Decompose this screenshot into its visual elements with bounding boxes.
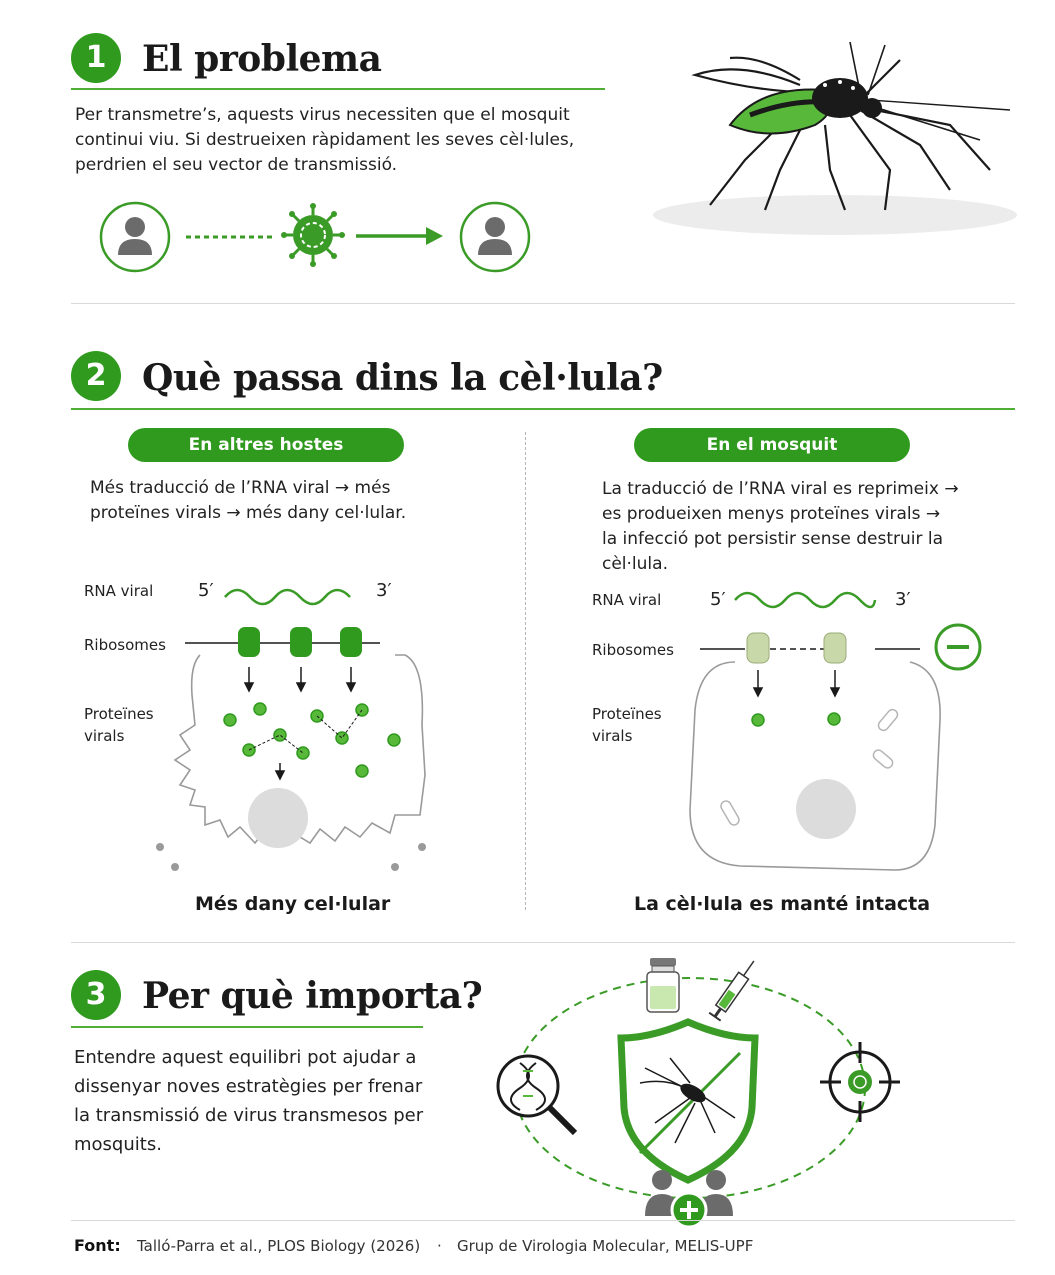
left-five-prime: 5′ [198, 580, 214, 601]
virus-icon [281, 203, 345, 267]
section-1-body: Per transmetre’s, aquests virus necessiten que el mosquit continui viu. Si destrueixen ràpidament les seves cèl·lules, perdrien el seu vector de transmissió. [75, 105, 575, 175]
footer-separator: · [437, 1237, 442, 1255]
right-description: La traducció de l’RNA viral es reprimeix → es produeixen menys proteïnes virals → la infecció pot persistir sense destruir la cèl·lula. [602, 479, 959, 574]
nucleus [248, 788, 308, 848]
pill-in-mosquito: En el mosquit [634, 428, 910, 462]
vial-icon [647, 958, 679, 1012]
right-label-proteins-1: Proteïnes [592, 705, 662, 723]
left-description: Més traducció de l’RNA viral → més proteïnes virals → més dany cel·lular. [90, 478, 407, 523]
shield-mosquito-icon [621, 1022, 755, 1180]
right-label-proteins-2: virals [592, 727, 633, 745]
ribosome [238, 627, 260, 657]
ribosome-muted [824, 633, 846, 663]
person-icon [101, 203, 169, 271]
section-3-underline [71, 1026, 423, 1028]
section-1-underline [71, 88, 605, 90]
person-icon [461, 203, 529, 271]
right-five-prime: 5′ [710, 589, 726, 610]
section-1-title: El problema [142, 38, 382, 80]
damaged-cell-diagram [150, 575, 450, 875]
section-2-title: Què passa dins la cèl·lula? [142, 357, 663, 399]
footer-source: Talló-Parra et al., PLOS Biology (2026) [137, 1237, 421, 1255]
viral-proteins [752, 713, 840, 726]
virus-target-icon [820, 1042, 900, 1122]
divider-3 [71, 1220, 1015, 1221]
left-label-rna: RNA viral [84, 582, 154, 600]
right-label-rna: RNA viral [592, 591, 662, 609]
rna-wave [225, 590, 350, 604]
intact-cell-diagram [690, 580, 990, 880]
mosquito-illustration [650, 30, 1030, 240]
left-label-proteins-1: Proteïnes [84, 705, 154, 723]
arrow-right-icon [356, 227, 443, 245]
ribosome [340, 627, 362, 657]
left-label-proteins-2: virals [84, 727, 125, 745]
transmission-flow [98, 197, 538, 277]
section-3-number: 3 [71, 970, 121, 1020]
right-three-prime: 3′ [895, 589, 911, 610]
pill-other-hosts: En altres hostes [128, 428, 404, 462]
intact-cell-outline [690, 662, 940, 870]
section-2-underline [71, 408, 1015, 410]
divider-2 [71, 942, 1015, 943]
right-label-ribosomes: Ribosomes [592, 641, 674, 659]
strategies-illustration [490, 948, 930, 1228]
rna-wave [735, 593, 875, 607]
footer-label: Font: [74, 1236, 121, 1255]
minus-icon [936, 625, 980, 669]
footer-group: Grup de Virologia Molecular, MELIS-UPF [457, 1237, 754, 1255]
left-caption: Més dany cel·lular [195, 893, 391, 915]
ribosome [290, 627, 312, 657]
divider-1 [71, 303, 1015, 304]
right-caption: La cèl·lula es manté intacta [634, 893, 931, 915]
ribosome-muted [747, 633, 769, 663]
dna-magnifier-icon [498, 1056, 575, 1133]
left-three-prime: 3′ [376, 580, 392, 601]
section-3-body: Entendre aquest equilibri pot ajudar a dissenyar noves estratègies per frenar la transmissió de virus transmesos per mosquits. [74, 1047, 424, 1155]
syringe-icon [709, 957, 759, 1021]
viral-proteins [224, 703, 400, 777]
column-separator [525, 432, 526, 910]
left-label-ribosomes: Ribosomes [84, 636, 166, 654]
section-3-title: Per què importa? [142, 975, 483, 1017]
nucleus [796, 779, 856, 839]
section-1-number: 1 [71, 33, 121, 83]
section-2-number: 2 [71, 351, 121, 401]
